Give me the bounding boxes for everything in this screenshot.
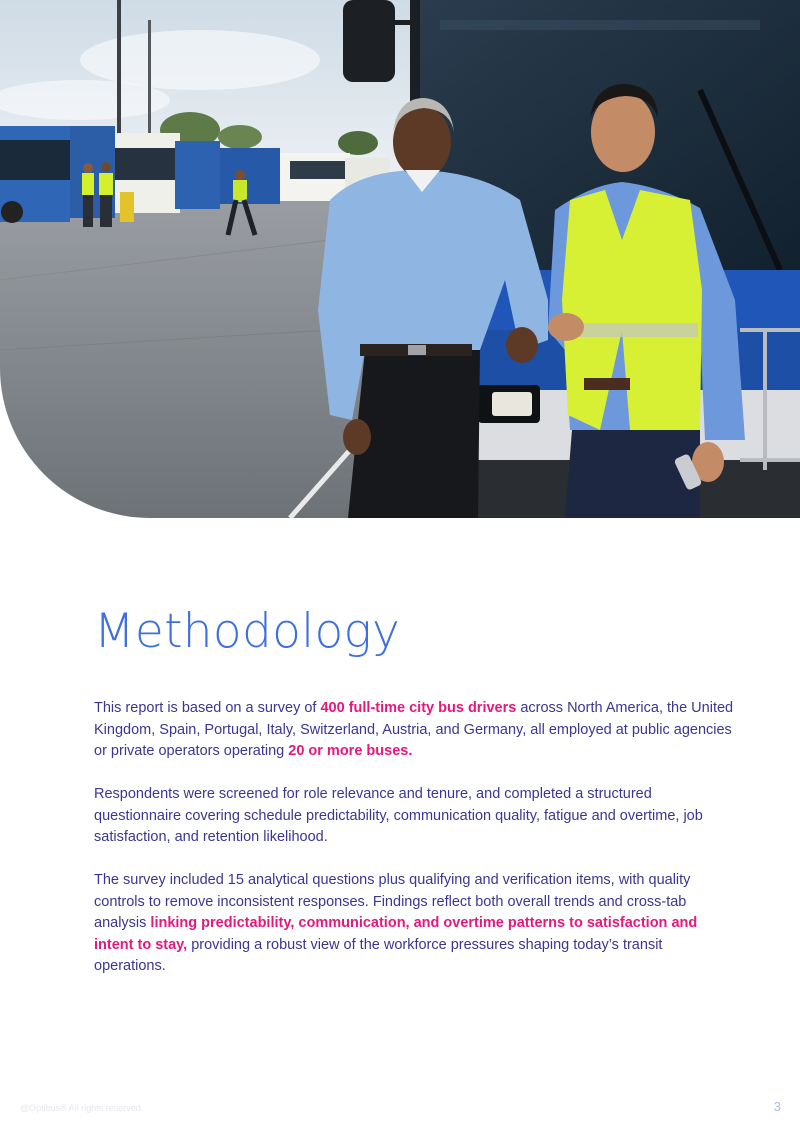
bus-drivers-photo	[0, 0, 800, 518]
highlighted-text: 400 full-time city bus drivers	[320, 700, 517, 716]
paragraph-text: providing a robust view of the workforce pressures shaping today’s transit operations.	[94, 936, 663, 974]
paragraph-text: The survey included 15 analytical questions plus qualifying and verification items, with quality controls to remove inconsistent responses. Findings reflect both overall trends and cross-tab analysis	[94, 872, 691, 931]
highlighted-text: 20 or more buses.	[288, 743, 413, 759]
copyright-notice: @Optibus® All rights reserved.	[20, 1103, 144, 1113]
body-paragraph	[94, 698, 734, 763]
body-paragraph	[94, 784, 734, 849]
highlighted-text: linking predictability, communication, and overtime patterns to satisfaction and intent to stay,	[94, 915, 698, 953]
methodology-body	[94, 698, 734, 999]
paragraph-text: This report is based on a survey of	[94, 700, 321, 716]
paragraph-text: Respondents were screened for role relevance and tenure, and completed a structured questionnaire covering schedule predictability, communication quality, fatigue and overtime, job satisfaction, and retention likelihood.	[94, 786, 703, 845]
paragraph-text: across North America, the United Kingdom, Spain, Portugal, Italy, Switzerland, Austria, and Germany, all employed at public agencies or private operators operating	[94, 700, 734, 759]
body-paragraph	[94, 870, 734, 978]
page-number: 3	[773, 1099, 781, 1114]
page-title: Methodology	[94, 604, 401, 659]
hero-photo	[0, 0, 800, 518]
